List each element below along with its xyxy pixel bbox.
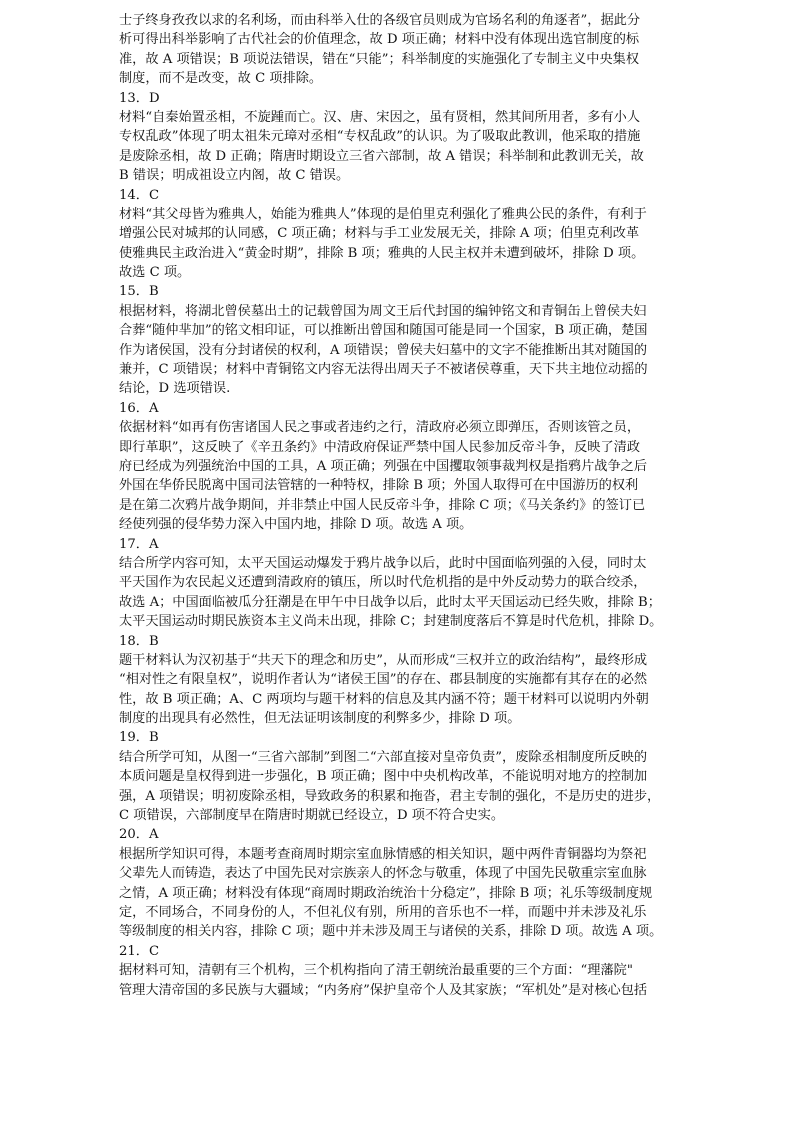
paragraph-line: 是废除丞相，故 D 正确；隋唐时期设立三省六部制，故 A 错误；科举制和此教训无关，故 [119, 148, 644, 164]
paragraph-line: 增强公民对城邦的认同感，C 项正确；材料与手工业发展无关，排除 A 项；伯里克利改革 [119, 226, 640, 242]
paragraph-line: 据材料可知，清朝有三个机构，三个机构指向了清王朝统治最重要的三个方面：“理藩院" [119, 963, 633, 979]
paragraph-line: 材料“自秦始置丞相，不旋踵而亡。汉、唐、宋因之，虽有贤相，然其间所用者，多有小人 [119, 109, 641, 125]
question-number: 18．B [119, 633, 159, 649]
paragraph-line: 等级制度的相关内容，排除 C 项；题中并未涉及周王与诸侯的关系，排除 D 项。故选 A 项。 [119, 924, 663, 940]
question-number: 20．A [119, 827, 159, 843]
paragraph-line: 管理大清帝国的多民族与大疆域；“内务府”保护皇帝个人及其家族；“军机处”是对核心包括 [119, 982, 648, 998]
paragraph-line: 制度的出现具有必然性，但无法证明该制度的利弊多少，排除 D 项。 [119, 711, 521, 727]
paragraph-line: 外国在华侨民脱离中国司法管辖的一种特权，排除 B 项；外国人取得可在中国游历的权利 [119, 478, 639, 494]
paragraph-line: 士子终身孜孜以求的名利场，而由科举入仕的各级官员则成为官场名利的角逐者”，据此分 [119, 13, 641, 28]
paragraph-line: 经使列强的侵华势力深入中国内地，排除 D 项。故选 A 项。 [119, 517, 473, 533]
paragraph-line: 结合所学可知，从图一“三省六部制”到图二“六部直接对皇帝负责”，废除丞相制度所反映的 [119, 749, 648, 765]
paragraph-line: 即行革职”，这反映了《辛丑条约》中清政府保证严禁中国人民参加反帝斗争，反映了清政 [119, 439, 641, 455]
paragraph-line: “相对性之有限皇权”，说明作者认为“诸侯王国”的存在、郡县制度的实施都有其存在的必然 [119, 672, 648, 688]
question-number: 16．A [119, 400, 159, 416]
paragraph-line: 依据材料“如再有伤害诸国人民之事或者违约之行，清政府必须立即弹压，否则该管之员， [119, 420, 641, 436]
paragraph-line: 平天国作为农民起义还遭到清政府的镇压，所以时代危机指的是中外反动势力的联合绞杀， [119, 575, 647, 591]
paragraph-line: 制度，而不是改变，故 C 项排除。 [119, 71, 323, 87]
paragraph-line: B 错误；明成祖设立内阁，故 C 错误。 [119, 168, 350, 184]
paragraph-line: 父辈先人而铸造，表达了中国先民对宗族亲人的怀念与敬重，体现了中国先民敬重宗室血脉 [119, 866, 647, 882]
paragraph-line: 之情，A 项正确；材料没有体现“商周时期政治统治十分稳定”，排除 B 项；礼乐等级制度规 [119, 885, 653, 901]
question-number: 17．A [119, 536, 159, 552]
paragraph-line: 太平天国运动时期民族资本主义尚未出现，排除 C；封建制度落后不算是时代危机，排除 D。 [119, 614, 663, 630]
paragraph-line: 合葬“随仲芈加”的铭文相印证，可以推断出曾国和随国可能是同一个国家，B 项正确，楚国 [119, 323, 648, 339]
question-number: 15．B [119, 284, 159, 300]
paragraph-line: 使雅典民主政治进入“黄金时期”，排除 B 项；雅典的人民主权并未遭到破坏，排除 D 项。 [119, 245, 645, 261]
paragraph-line: 故选 C 项。 [119, 265, 191, 281]
paragraph-line: 是在第二次鸦片战争期间，并非禁止中国人民反帝斗争，排除 C 项；《马关条约》的签订已 [119, 497, 646, 513]
question-number: 19．B [119, 730, 159, 746]
paragraph-line: 性，故 B 项正确；A、C 两项均与题干材料的信息及其内涵不符；题干材料可以说明内外朝 [119, 691, 649, 707]
question-number: 14．C [119, 187, 160, 203]
paragraph-line: 结论，D 选项错误. [119, 381, 231, 397]
paragraph-line: 作为诸侯国，没有分封诸侯的权利，A 项错误；曾侯夫妇墓中的文字不能推断出其对随国的 [119, 342, 648, 358]
paragraph-line: 本质问题是皇权得到进一步强化，B 项正确；图中中央机构改革，不能说明对地方的控制加 [119, 769, 648, 785]
paragraph-line: 根据所学知识可得，本题考查商周时期宗室血脉情感的相关知识，题中两件青铜器均为祭祀 [119, 846, 647, 862]
paragraph-line: 材料“其父母皆为雅典人，始能为雅典人”体现的是伯里克利强化了雅典公民的条件，有利于 [119, 206, 647, 222]
paragraph-line: 兼并，C 项错误；材料中青铜铭文内容无法得出周天子不被诸侯尊重，天下共主地位动摇的 [119, 362, 648, 378]
paragraph-line: 根据材料，将湖北曾侯墓出土的记载曾国为周文王后代封国的编钟铭文和青铜缶上曾侯夫妇 [119, 303, 647, 319]
paragraph-line: 故选 A；中国面临被瓜分狂潮是在甲午中日战争以后，此时太平天国运动已经失败，排除 B； [119, 594, 661, 610]
paragraph-line: 定，不同场合，不同身份的人，不但礼仪有别，所用的音乐也不一样，而题中并未涉及礼乐 [119, 904, 647, 920]
answer-explanation-page [119, 11, 677, 1000]
paragraph-line: 准，故 A 项错误；B 项说法错误，错在“只能”；科举制度的实施强化了专制主义中央集权 [119, 51, 640, 67]
paragraph-line: C 项错误，六部制度早在隋唐时期就已经设立，D 项不符合史实。 [119, 808, 505, 824]
question-number: 21．C [119, 943, 160, 959]
question-number: 13．D [119, 90, 160, 106]
paragraph-line: 府已经成为列强统治中国的工具，A 项正确；列强在中国攫取领事裁判权是指鸦片战争之后 [119, 458, 648, 474]
paragraph-line: 结合所学内容可知，太平天国运动爆发于鸦片战争以后，此时中国面临列强的入侵，同时太 [119, 555, 647, 571]
paragraph-line: 题干材料认为汉初基于“共天下的理念和历史”，从而形成“三权并立的政治结构”，最终形成 [119, 652, 648, 668]
paragraph-line: 专权乱政”体现了明太祖朱元璋对丞相“专权乱政”的认识。为了吸取此教训，他采取的措施 [119, 129, 641, 145]
paragraph-line: 强，A 项错误；明初废除丞相，导致政务的积累和拖沓，君主专制的强化，不是历史的进步， [119, 788, 661, 804]
paragraph-line: 析可得出科举影响了古代社会的价值理念，故 D 项正确；材料中没有体现出选官制度的标 [119, 32, 640, 48]
